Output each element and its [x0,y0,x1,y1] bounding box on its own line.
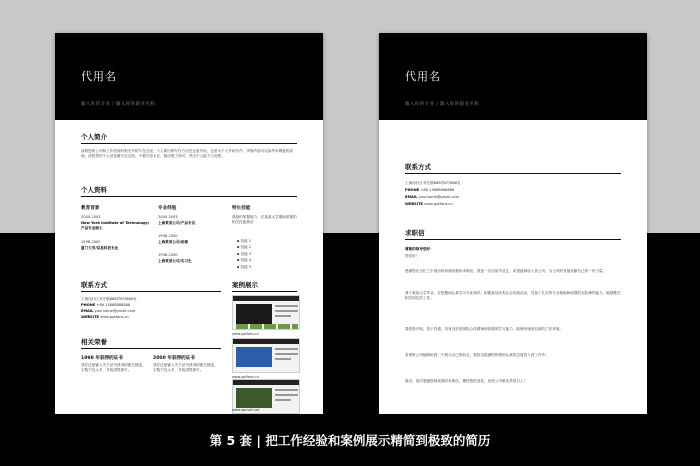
skills-intro: 熟练的掌握能力，在某某大学期间掌握的相关技能情况 [232,215,297,225]
website-value: www.pptfans.cn [100,315,129,319]
honor-text-2: 请在这里输入关于证书获得的相关描述，字数不宜太多，介绍清楚即可。 [153,363,218,373]
footer-title: 第 5 套 | 把工作经验和案例展示精简到极致的简历 [209,433,491,448]
letter-greeting: 尊敬的领导您好： [405,247,434,251]
contact-website [405,202,453,207]
honor-title-2: 2000 年获得的证书 [153,356,195,361]
work-years-1: 2000-2003 [158,215,178,219]
resume-page-left [55,33,323,414]
skill-item: ▪ 技能 3 [237,251,251,257]
case-caption-3: www.apmall.net [232,408,260,412]
resume-name: 代用名 [81,70,117,83]
work-title: 专业经验 [158,206,177,211]
education-title: 教育背景 [81,206,100,211]
work-company-2: 上海某某公司/助理 [158,240,189,244]
email-value: yourname@gmail.com [94,309,136,313]
skill-item: ▪ 技能 5 [237,264,251,270]
letter-paragraph-2: 我于某某大学毕业，在校期间认真学习专业知识，积极参加各类社会实践活动，具备了扎实的专业基础和较强的实际操作能力，能够胜任相关岗位的工作。 [405,291,621,301]
website-label: WEBSITE [81,315,99,319]
contact-rule [405,173,621,174]
resume-name: 代用名 [405,70,441,83]
cases-rule [232,291,297,292]
honors-heading: 相关荣誉 [81,338,107,346]
letter-heading: 求职信 [405,229,425,237]
contact-phone [405,188,454,193]
skill-item: ▪ 技能 1 [237,238,251,244]
work-company-3: 上海某某公司/实习生 [158,259,192,263]
case-thumbnail-1[interactable] [232,295,300,330]
resume-page-right [379,33,647,414]
letter-paragraph-4: 希望贵公司能够给我一个展示自己的机会，我将以饱满的热情和认真的态度投入到工作中。 [405,353,549,357]
education-school-2: 厦门大学/信息科技专业 [81,246,119,250]
intro-heading: 个人简介 [81,133,107,141]
case-thumbnail-2[interactable] [232,338,300,373]
education-years-1: 2000-2003 [81,215,101,219]
work-years-3: 1998-2000 [158,253,178,257]
skill-item: ▪ 技能 2 [237,244,251,250]
contact-email [81,309,135,314]
contact-address: 上海闵行区莘庄镇888弄8号888室 [81,297,137,301]
education-years-2: 1998-2000 [81,240,101,244]
resume-subtitle: 输入你的专业 / 输入你的职业名称 [405,102,480,107]
email-label: EMAIL [405,195,418,199]
contact-heading: 联系方式 [405,163,431,171]
resume-header [379,33,647,120]
resume-header [55,33,323,120]
letter-rule [405,239,621,240]
resume-subtitle: 输入你的专业 / 输入你的职业名称 [81,102,156,107]
case-caption-1: www.pptfans.cn [232,332,259,336]
skills-list [237,238,251,270]
profile-rule [81,196,297,197]
contact-email [405,195,459,200]
contact-heading: 联系方式 [81,281,107,289]
cases-heading: 案例展示 [232,281,258,289]
honor-title-1: 1998 年获得的证书 [81,356,123,361]
phone-value: +86 13888888888 [420,188,455,192]
work-years-2: 1998-2000 [158,234,178,238]
case-caption-2: www.pptfans.cn [232,375,259,379]
letter-paragraph-5: 最后，再次感谢您阅读我的求职信，期待您的回复，祝贵公司事业蒸蒸日上！ [405,379,528,383]
contact-address: 上海闵行区莘庄镇888弄8号888室 [405,181,461,185]
letter-salutation: 您们好！ [405,254,420,258]
letter-paragraph-1: 感谢您在百忙之中抽出时间阅读我的求职信，我是一名应届毕业生，希望能够加入贵公司，为公司的发展贡献自己的一份力量。 [405,269,607,273]
work-company-1: 上海某某公司/产品专员 [158,221,196,225]
email-value: yourname@gmail.com [418,195,460,199]
letter-paragraph-3: 我性格开朗，善于沟通，具有良好的团队合作精神和较强的学习能力，能够快速适应新的工作环境。 [405,327,564,331]
intro-text: 请将您的公司和工作经验的相关介绍写在这里，个人简历的写作方法在这里介绍，这里为个人介绍写作，详细内容可以参考本模板的说明，请将您的个人信息填写在这里，不要写得太长，简洁明了即可，突出个人能力与优势。 [81,149,294,159]
contact-phone [81,303,130,308]
phone-value: +86 13888888888 [96,303,131,307]
profile-heading: 个人资料 [81,186,107,194]
phone-label: PHONE [405,188,420,192]
skill-item: ▪ 技能 4 [237,257,251,263]
honor-text-1: 请在这里输入关于证书获得的相关描述，字数不宜太多，介绍清楚即可。 [81,363,146,373]
education-school-1: New York Institute of Technology/产品专业硕士 [81,221,150,231]
website-value: www.pptfans.cn [424,202,453,206]
website-label: WEBSITE [405,202,423,206]
email-label: EMAIL [81,309,94,313]
skills-title: 特长技能 [232,206,251,211]
contact-website [81,315,129,320]
honors-rule [81,348,221,349]
intro-rule [81,143,297,144]
phone-label: PHONE [81,303,96,307]
contact-rule [81,291,221,292]
